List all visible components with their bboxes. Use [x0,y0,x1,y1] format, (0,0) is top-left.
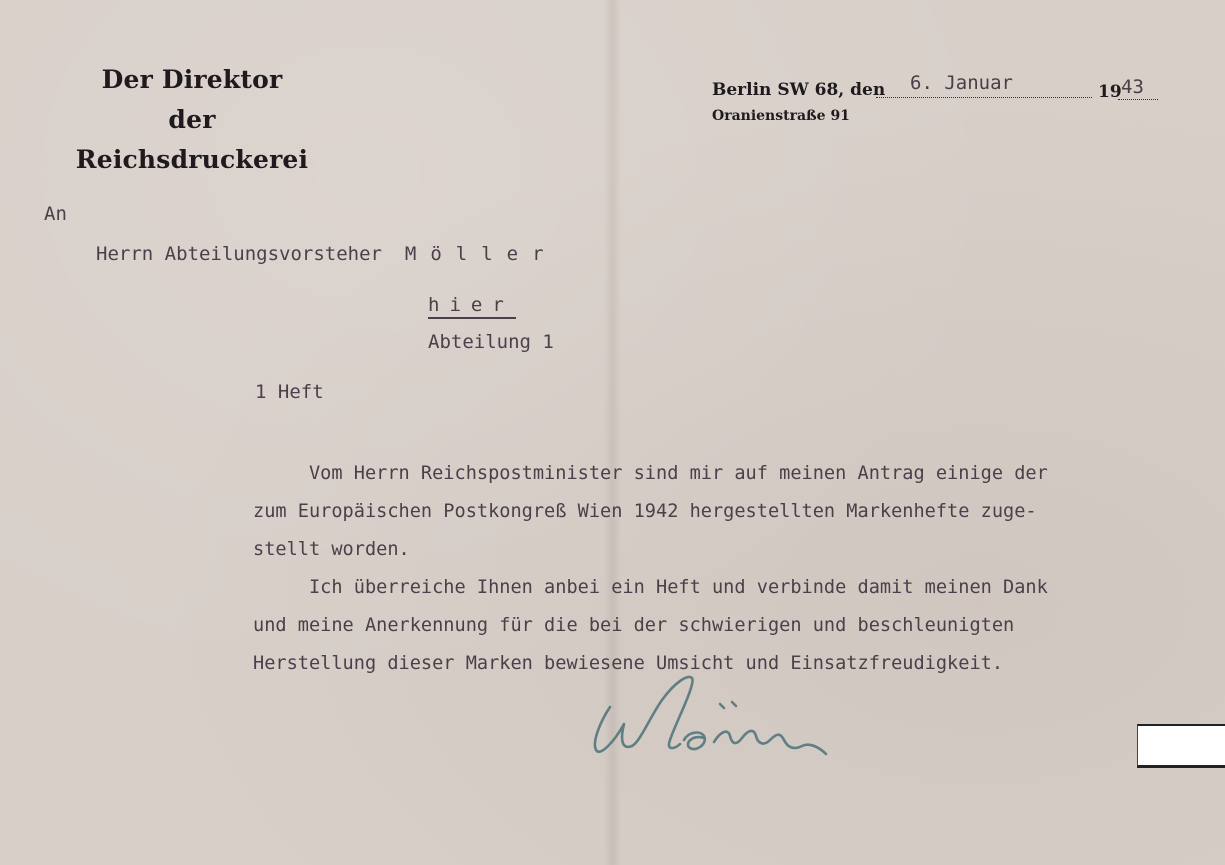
recipient-surname: Möller [404,243,558,265]
signature-strokes [595,677,826,754]
sender-line-1: Der Direktor [101,65,283,94]
signature-stroke [714,731,826,754]
street-address: Oranienstraße 91 [712,108,850,124]
recipient-title: Herrn Abteilungsvorsteher [96,243,382,265]
enclosure-note: 1 Heft [255,381,324,403]
place-date-line [712,72,1182,102]
date-dotted-line [876,97,1092,98]
recipient-name-line [96,243,558,265]
letter-body [253,455,1203,683]
body-line: Vom Herrn Reichspostminister sind mir auf meinen Antrag einige der [253,463,1048,484]
date-day-month: 6. Januar [910,72,1013,94]
year-suffix: 43 [1121,76,1144,98]
signature-stroke [595,677,693,752]
year-dotted-line [1118,99,1158,100]
signature-stroke [684,733,705,750]
body-line: und meine Anerkennung für die bei der schwierigen und beschleunigten [253,615,1015,636]
white-tab [1137,724,1225,768]
sender-line-2: der Reichsdruckerei [75,105,309,174]
body-line: stellt worden. [253,539,410,560]
signature-stroke [720,702,736,708]
recipient-prefix: An [44,203,67,225]
body-line: Ich überreiche Ihnen anbei ein Heft und verbinde damit meinen Dank [253,577,1048,598]
sender-letterhead [72,60,312,180]
handwritten-signature [580,662,840,782]
year-prefix: 19 [1098,82,1122,102]
recipient-place: hier [428,294,516,319]
place-label: Berlin SW 68, den [712,80,886,100]
body-line: Herstellung dieser Marken bewiesene Umsicht und Einsatzfreudigkeit. [253,653,1004,674]
recipient-department: Abteilung 1 [428,331,554,353]
place-date-block [712,72,1182,124]
body-line: zum Europäischen Postkongreß Wien 1942 hergestellten Markenhefte zuge- [253,501,1037,522]
